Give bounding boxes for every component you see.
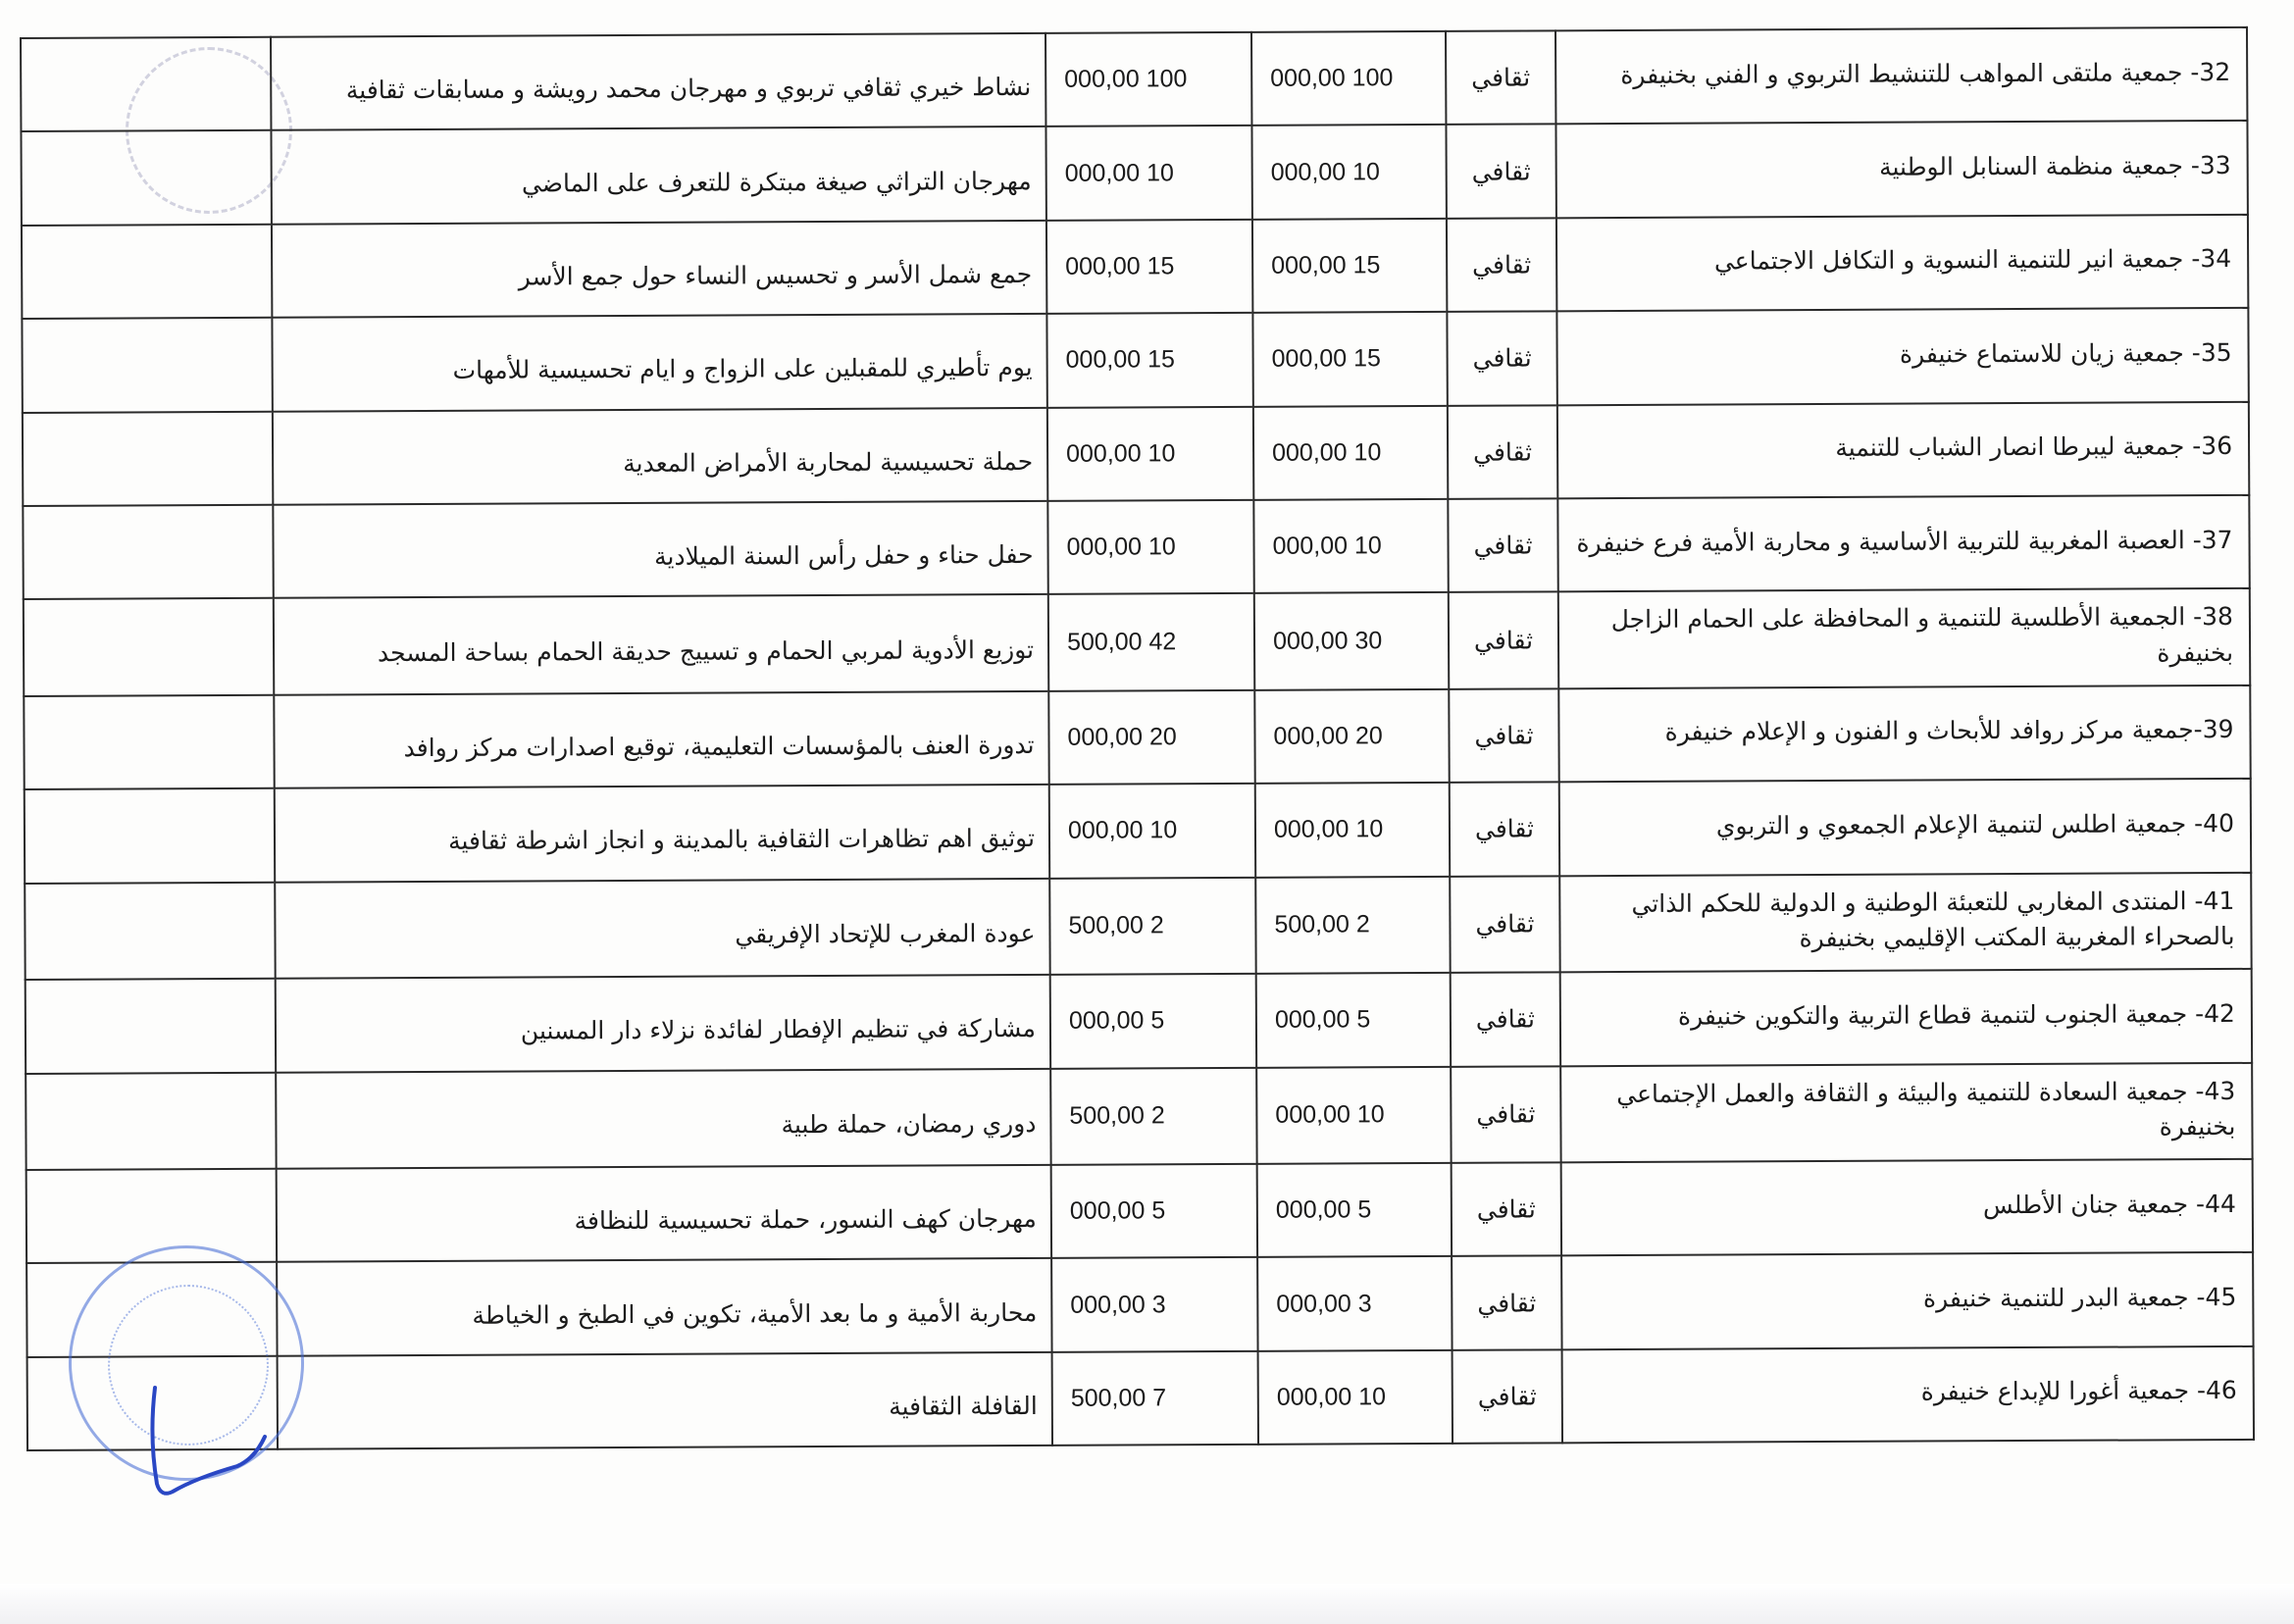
empty-cell — [21, 37, 271, 132]
activity-description-cell: نشاط خيري ثقافي تربوي و مهرجان محمد رويشة و مسابقات ثقافية — [271, 33, 1045, 130]
activity-description-cell: عودة المغرب للإتحاد الإفريقي — [275, 879, 1049, 979]
requested-amount-cell: 15 000,00 — [1046, 220, 1252, 314]
association-name-cell: 39-جمعية مركز روافد للأبحاث و الفنون و الإعلام خنيفرة — [1558, 685, 2250, 783]
association-name-cell: 43- جمعية السعادة للتنمية والبيئة و الثقافة والعمل الإجتماعي بخنيفرة — [1560, 1062, 2252, 1162]
empty-cell — [22, 225, 272, 320]
table-row — [26, 1159, 2253, 1263]
activity-type-cell: ثقافي — [1447, 218, 1556, 312]
activity-description-cell: توثيق اهم تظاهرات الثقافية بالمدينة و انجاز اشرطة ثقافية — [275, 785, 1049, 882]
granted-amount-cell: 20 000,00 — [1254, 689, 1449, 784]
empty-cell — [22, 318, 272, 413]
table-row — [26, 1252, 2253, 1356]
empty-cell — [24, 695, 274, 790]
granted-amount-cell: 10 000,00 — [1251, 125, 1446, 219]
activity-description-cell: حفل حناء و حفل رأس السنة الميلادية — [273, 501, 1047, 598]
association-name-cell: 40- جمعية اطلس لتنمية الإعلام الجمعوي و التربوي — [1559, 779, 2251, 876]
activity-description-cell: مهرجان كهف النسور، حملة تحسيسية للنظافة — [277, 1165, 1051, 1262]
requested-amount-cell: 5 000,00 — [1050, 974, 1256, 1068]
empty-cell — [26, 1169, 277, 1264]
requested-amount-cell: 2 500,00 — [1050, 1067, 1256, 1165]
activity-type-cell: ثقافي — [1451, 1066, 1560, 1163]
table-row — [22, 215, 2248, 319]
association-name-cell: 35- جمعية زيان للاستماع خنيفرة — [1556, 308, 2248, 405]
requested-amount-cell: 42 500,00 — [1048, 593, 1254, 691]
requested-amount-cell: 10 000,00 — [1047, 406, 1253, 500]
activity-description-cell: جمع شمل الأسر و تحسيس النساء حول جمع الأسر — [272, 221, 1046, 318]
table-row — [25, 779, 2251, 883]
activity-type-cell: ثقافي — [1450, 783, 1559, 877]
requested-amount-cell: 20 000,00 — [1048, 690, 1254, 785]
activity-description-cell: يوم تأطيري للمقبلين على الزواج و ايام تحسيسية للأمهات — [272, 314, 1046, 411]
table-row — [21, 121, 2247, 225]
empty-cell — [25, 979, 276, 1074]
table-row — [25, 873, 2251, 981]
granted-amount-cell: 100 000,00 — [1251, 31, 1446, 126]
activity-type-cell: ثقافي — [1448, 405, 1557, 499]
association-name-cell: 34- جمعية انير للتنمية النسوية و التكافل الاجتماعي — [1556, 215, 2248, 312]
granted-amount-cell: 10 000,00 — [1253, 499, 1448, 593]
granted-amount-cell: 5 000,00 — [1256, 973, 1451, 1067]
activity-type-cell: ثقافي — [1451, 972, 1560, 1066]
requested-amount-cell: 3 000,00 — [1051, 1257, 1257, 1351]
activity-type-cell: ثقافي — [1446, 125, 1555, 219]
activity-description-cell: محاربة الأمية و ما بعد الأمية، تكوين في الطبخ و الخياطة — [277, 1258, 1051, 1355]
activity-type-cell: ثقافي — [1447, 312, 1556, 406]
activity-type-cell: ثقافي — [1449, 688, 1558, 783]
table-row — [27, 1346, 2254, 1450]
requested-amount-cell: 10 000,00 — [1047, 500, 1253, 594]
granted-amount-cell: 3 000,00 — [1257, 1256, 1452, 1350]
table-row — [24, 685, 2250, 789]
empty-cell — [23, 505, 273, 600]
activity-description-cell: مشاركة في تنظيم الإفطار لفائدة نزلاء دار المسنين — [276, 975, 1050, 1072]
granted-amount-cell: 10 000,00 — [1258, 1350, 1453, 1445]
association-name-cell: 45- جمعية البدر للتنمية خنيفرة — [1561, 1252, 2253, 1349]
granted-amount-cell: 5 000,00 — [1257, 1163, 1452, 1257]
activity-type-cell: ثقافي — [1450, 876, 1559, 973]
association-name-cell: 36- جمعية ليبرطا انصار الشباب للتنمية — [1557, 401, 2249, 498]
requested-amount-cell: 10 000,00 — [1049, 784, 1255, 878]
activity-type-cell: ثقافي — [1453, 1349, 1562, 1444]
activity-type-cell: ثقافي — [1452, 1162, 1561, 1256]
association-name-cell: 46- جمعية أغورا للإبداع خنيفرة — [1562, 1346, 2254, 1444]
requested-amount-cell: 5 000,00 — [1051, 1164, 1257, 1258]
association-name-cell: 42- جمعية الجنوب لتنمية قطاع التربية والتكوين خنيفرة — [1560, 969, 2252, 1066]
activity-description-cell: دوري رمضان، حملة طبية — [276, 1068, 1050, 1168]
table-row — [22, 308, 2248, 412]
requested-amount-cell: 15 000,00 — [1046, 313, 1252, 407]
table-row — [24, 588, 2250, 696]
empty-cell — [25, 1072, 276, 1170]
activity-description-cell: حملة تحسيسية لمحاربة الأمراض المعدية — [273, 407, 1047, 504]
granted-amount-cell: 30 000,00 — [1254, 592, 1449, 689]
activity-type-cell: ثقافي — [1448, 498, 1557, 592]
association-name-cell: 32- جمعية ملتقى المواهب للتنشيط التربوي و الفني بخنيفرة — [1555, 27, 2247, 125]
activity-description-cell: توزيع الأدوية لمربي الحمام و تسييج حديقة الحمام بساحة المسجد — [274, 594, 1048, 694]
granted-amount-cell: 10 000,00 — [1253, 405, 1448, 499]
association-name-cell: 37- العصبة المغربية للتربية الأساسية و محاربة الأمية فرع خنيفرة — [1557, 495, 2249, 592]
granted-amount-cell: 10 000,00 — [1256, 1066, 1451, 1163]
association-name-cell: 33- جمعية منظمة السنابل الوطنية — [1555, 121, 2247, 218]
association-grants-table — [20, 26, 2255, 1451]
empty-cell — [24, 598, 274, 696]
activity-type-cell: ثقافي — [1449, 592, 1558, 689]
association-name-cell: 44- جمعية جنان الأطلس — [1561, 1159, 2253, 1256]
requested-amount-cell: 100 000,00 — [1045, 32, 1251, 127]
requested-amount-cell: 7 500,00 — [1052, 1351, 1258, 1446]
table-body — [21, 27, 2254, 1450]
activity-description-cell: القافلة الثقافية — [278, 1352, 1052, 1449]
signature-mark — [127, 1368, 275, 1515]
association-name-cell: 38- الجمعية الأطلسية للتنمية و المحافظة على الحمام الزاجل بخنيفرة — [1558, 588, 2250, 688]
table-row — [21, 27, 2247, 131]
table-row — [25, 969, 2252, 1073]
requested-amount-cell: 10 000,00 — [1045, 126, 1251, 220]
empty-cell — [25, 788, 275, 884]
granted-amount-cell: 2 500,00 — [1255, 877, 1450, 974]
requested-amount-cell: 2 500,00 — [1049, 877, 1255, 975]
page-bottom-edge — [0, 1584, 2294, 1624]
empty-cell — [25, 882, 275, 980]
empty-cell — [23, 411, 273, 506]
granted-amount-cell: 15 000,00 — [1252, 312, 1447, 406]
activity-description-cell: تدورة العنف بالمؤسسات التعليمية، توقيع اصدارات مركز روافد — [274, 691, 1048, 788]
activity-type-cell: ثقافي — [1452, 1256, 1561, 1350]
empty-cell — [21, 130, 271, 226]
table-row — [25, 1062, 2252, 1170]
table-row — [23, 495, 2249, 599]
activity-description-cell: مهرجان التراثي صيغة مبتكرة للتعرف على الماضي — [271, 127, 1045, 224]
table-row — [23, 401, 2249, 505]
granted-amount-cell: 10 000,00 — [1255, 783, 1450, 877]
activity-type-cell: ثقافي — [1446, 30, 1555, 125]
granted-amount-cell: 15 000,00 — [1252, 219, 1447, 313]
association-name-cell: 41- المنتدى المغاربي للتعبئة الوطنية و الدولية للحكم الذاتي بالصحراء المغربية المكتب الإقليمي بخنيفرة — [1559, 873, 2251, 973]
